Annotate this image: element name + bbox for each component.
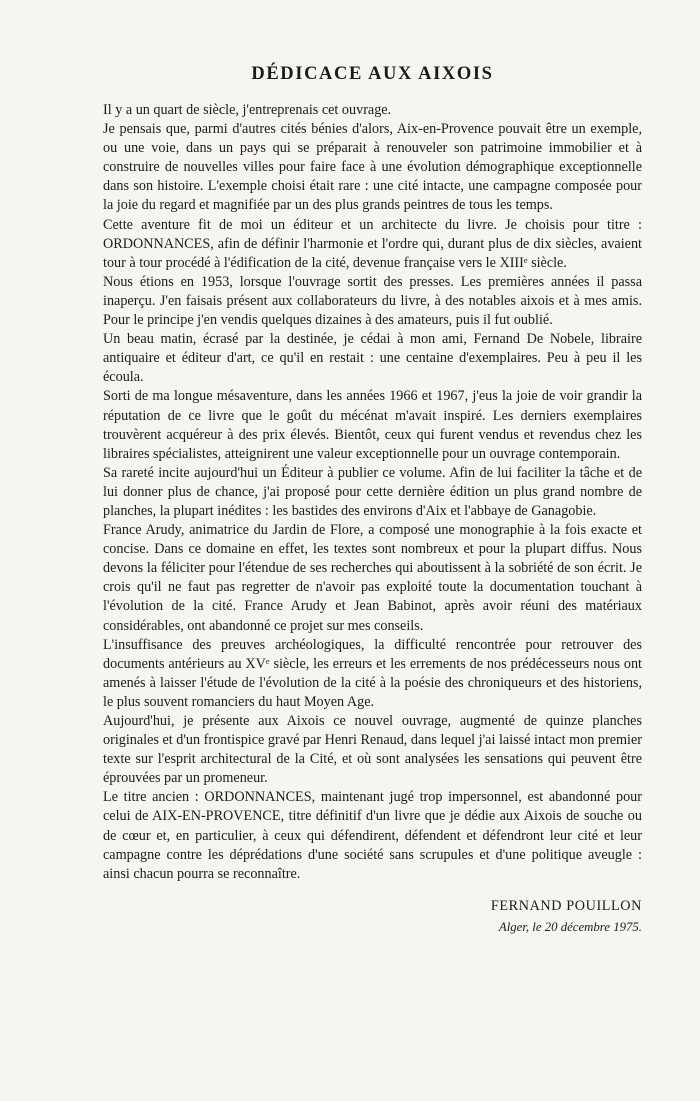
paragraph: Je pensais que, parmi d'autres cités bénies d'alors, Aix-en-Provence pouvait être un exemple, ou une voie, dans un pays qui se préparait à renouveler son patrimoine immobilier et à construire de nouvelles villes pour faire face à une évolution démographique exceptionnelle dans son histoire. L'exemple choisi était rare : une cité intacte, une campagne composée pour la joie du regard et magnifiée par un des plus grands peintres de tous les temps. xyxy=(103,121,642,214)
paragraph: Nous étions en 1953, lorsque l'ouvrage sortit des presses. Les premières années il passa inaperçu. J'en faisais présent aux collaborateurs du livre, à des notables aixois et à mes amis. Pour le principe j'en vendis quelques dizaines à des amateurs, puis il fut oublié. xyxy=(103,273,642,329)
paragraph: Le titre ancien : ORDONNANCES, maintenant jugé trop impersonnel, est abandonné pour celui de AIX-EN-PROVENCE, titre définitif d'un livre que je dédie aux Aixois de souche ou de cœur et, en particulier, à ceux qui défendirent, défendent et défendront leur cité et leur campagne contre les déprédations d'une société sans scrupules et d'une politique aveugle : ainsi chacun pourra se reconnaître. xyxy=(103,789,642,882)
dedication-body xyxy=(103,101,642,884)
paragraph: L'insuffisance des preuves archéologiques, la difficulté rencontrée pour retrouver des documents antérieurs au XVᵉ siècle, les erreurs et les errements de nos prédécesseurs nous ont amenés à laisser l'étude de l'évolution de la cité à la poésie des chroniqueurs et des historiens, le plus souvent romanciers du haut Moyen Age. xyxy=(103,636,642,710)
paragraph: Sa rareté incite aujourd'hui un Éditeur à publier ce volume. Afin de lui faciliter la tâche et de lui donner plus de chance, j'ai proposé pour cette dernière édition un plus grand nombre de planches, la plupart inédites : les bastides des environs d'Aix et l'abbaye de Ganagobie. xyxy=(103,464,642,519)
paragraph: Cette aventure fit de moi un éditeur et un architecte du livre. Je choisis pour titre : ORDONNANCES, afin de définir l'harmonie et l'ordre qui, durant plus de dix siècles, avaient tour à tour procédé à l'édification de la cité, devenue française vers le XIIIᵉ siècle. xyxy=(103,216,642,271)
page-title: DÉDICACE AUX AIXOIS xyxy=(251,64,494,84)
paragraph: Aujourd'hui, je présente aux Aixois ce nouvel ouvrage, augmenté de quinze planches originales et d'un frontispice gravé par Henri Renaud, dans lequel j'ai laissé intact mon premier texte sur l'esprit architectural de la Cité, et où sont analysées les sensations qui peuvent être éprouvées par un promeneur. xyxy=(103,713,642,787)
paragraph: Sorti de ma longue mésaventure, dans les années 1966 et 1967, j'eus la joie de voir grandir la réputation de ce livre que le goût du mécénat m'avait inspiré. Les derniers exemplaires trouvèrent acquéreur à des prix élevés. Bientôt, ceux qui furent vendus et revendus chez les libraires spécialistes, atteignirent une valeur exceptionnelle pour un ouvrage contemporain. xyxy=(103,388,642,462)
paragraph: France Arudy, animatrice du Jardin de Flore, a composé une monographie à la fois exacte et concise. Dans ce domaine en effet, les textes sont nombreux et pour la plupart diffus. Nous devons la féliciter pour l'étendue de ses recherches qui aboutissent à la sobriété de son écrit. Je crois qu'il ne faut pas regretter de n'avoir pas exploité toute la documentation touchant à l'évolution de la cité. France Arudy et Jean Babinot, après avoir réuni des matériaux considérables, ont abandonné ce projet sur mes conseils. xyxy=(103,522,642,634)
paragraph: Il y a un quart de siècle, j'entreprenais cet ouvrage. xyxy=(103,102,392,118)
author-signature: FERNAND POUILLON xyxy=(490,897,642,914)
paragraph: Un beau matin, écrasé par la destinée, je cédai à mon ami, Fernand De Nobele, libraire antiquaire et éditeur d'art, ce qu'il en restait : une centaine d'exemplaires. Peu à peu il les écoula. xyxy=(103,331,642,386)
dateline: Alger, le 20 décembre 1975. xyxy=(498,919,642,934)
